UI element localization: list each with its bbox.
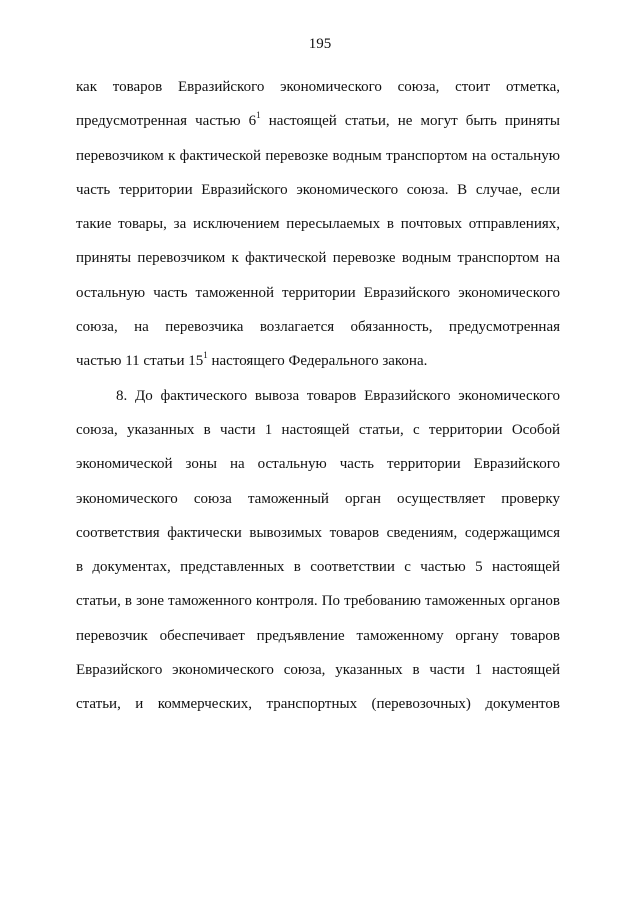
- text-line: в документах, представленных в соответствии с частью 5 настоящей: [76, 559, 560, 576]
- text-line: такие товары, за исключением пересылаемых в почтовых отправлениях,: [76, 216, 560, 233]
- text-line: экономической зоны на остальную часть территории Евразийского: [76, 456, 560, 473]
- text-line: перевозчиком к фактической перевозке водным транспортом на остальную: [76, 147, 560, 164]
- text-line: приняты перевозчиком к фактической перевозке водным транспортом на: [76, 250, 560, 267]
- text-line: Евразийского экономического союза, указанных в части 1 настоящей: [76, 662, 560, 679]
- text-line: 8. До фактического вывоза товаров Евразийского экономического: [116, 387, 560, 404]
- superscript: 1: [203, 350, 208, 361]
- text-line: союза, указанных в части 1 настоящей статьи, с территории Особой: [76, 421, 560, 438]
- text-line: предусмотренная частью $6^1$ настоящей статьи, не могут быть приняты: [76, 110, 560, 130]
- text-line: остальную часть таможенной территории Евразийского экономического: [76, 284, 560, 301]
- text-line: соответствия фактически вывозимых товаров сведениям, содержащимся: [76, 524, 560, 541]
- text-line: союза, на перевозчика возлагается обязанность, предусмотренная: [76, 319, 560, 336]
- superscript: 1: [256, 110, 261, 121]
- text-line: часть территории Евразийского экономического союза. В случае, если: [76, 181, 560, 198]
- text-line: как товаров Евразийского экономического союза, стоит отметка,: [76, 79, 560, 95]
- body-text: [76, 70, 560, 722]
- text-line: экономического союза таможенный орган осуществляет проверку: [76, 490, 560, 507]
- text-line: статьи, в зоне таможенного контроля. По требованию таможенных органов: [76, 593, 560, 610]
- page-number: 195: [308, 36, 332, 52]
- text-line: перевозчик обеспечивает предъявление таможенному органу товаров: [76, 627, 560, 644]
- text-line: статьи, и коммерческих, транспортных (перевозочных) документов: [76, 696, 560, 713]
- text-line: частью 11 статьи $15^1$ настоящего Федерального закона.: [76, 350, 428, 370]
